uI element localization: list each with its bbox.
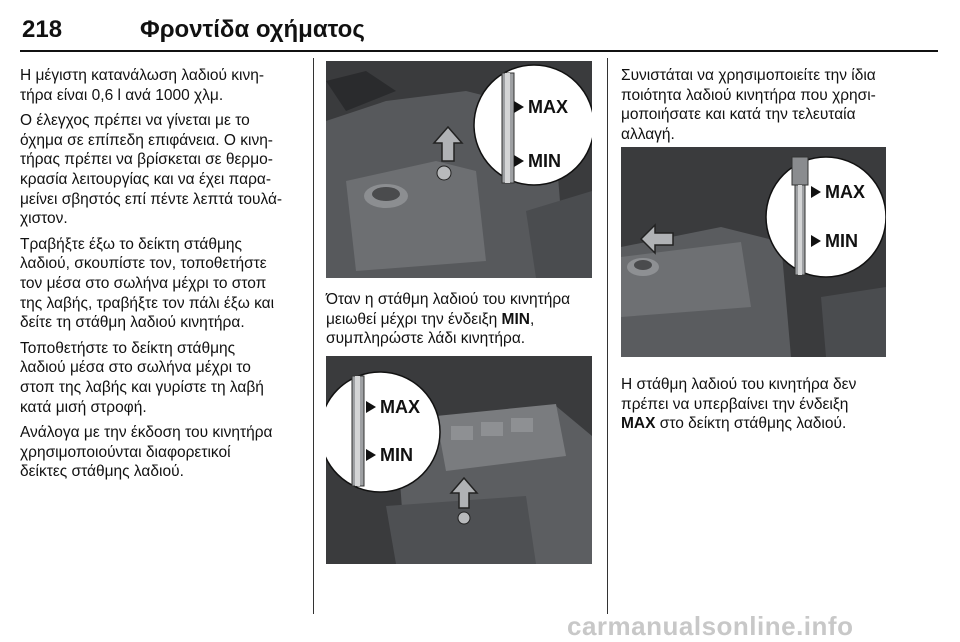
min-label-2: MIN [380, 445, 413, 465]
header-rule [20, 50, 938, 52]
caption-min-text: Όταν η στάθμη λαδιού του κινητήρα μειωθεί μέχρι την ένδειξη [326, 291, 571, 328]
caption-max-bold: MAX [621, 415, 656, 433]
column-divider-2 [607, 58, 608, 614]
paragraph-same-oil: Συνιστάται να χρησιμοποιείτε την ίδια ποιότητα λαδιού κινητήρα που χρησι- μοποιήσατε και κατά την τελευταία αλλαγή. [621, 67, 876, 143]
watermark-text: carmanualsonline.info [567, 611, 854, 641]
paragraph-oil-consumption: Η μέγιστη κατανάλωση λαδιού κινη- τήρα είναι 0,6 l ανά 1000 χλμ. [20, 67, 265, 104]
chapter-title: Φροντίδα οχήματος [140, 16, 365, 43]
caption-max-end: στο δείκτη στάθμης λαδιού. [655, 415, 847, 433]
caption-min-bold: MIN [501, 310, 530, 328]
dipstick-magnifier-2 [326, 372, 440, 492]
paragraph-engine-versions: Ανάλογα με την έκδοση του κινητήρα χρησιμοποιούνται διαφορετικοί δείκτες στάθμης λαδιού. [20, 424, 273, 481]
caption-min [326, 290, 596, 355]
column-divider-1 [313, 58, 314, 614]
engine-drawing-1 [326, 61, 592, 278]
paragraph-pull-dipstick: Τραβήξτε έξω το δείκτη στάθμης λαδιού, σκουπίστε τον, τοποθετήστε τον μέσα στο σωλήνα μέχρι το στοπ της λαβής, τραβήξτε τον πάλι έξω και δείτε τη στάθμη λαδιού κινητήρα. [20, 235, 275, 332]
min-label: MIN [528, 151, 561, 171]
caption-min-end: , συμπληρώστε λάδι κινητήρα. [326, 310, 535, 348]
paragraph-check-conditions: Ο έλεγχος πρέπει να γίνεται με το όχημα σε επίπεδη επιφάνεια. Ο κινη- τήρας πρέπει να βρίσκεται σε θερμο- κρασία λειτουργίας και να έχει παρα- μείνει σβηστός επί πέντε λεπτά τουλά- χιστον. [20, 112, 283, 228]
engine-illustration-2 [326, 356, 592, 564]
paragraph-insert-dipstick: Τοποθετήστε το δείκτη στάθμης λαδιού μέσα στο σωλήνα μέχρι το στοπ της λαβής και γυρίστε τη λαβή κατά μισή στροφή. [20, 339, 264, 416]
max-label-2: MAX [380, 397, 420, 417]
engine-drawing-2 [326, 356, 592, 564]
dipstick-magnifier-3 [766, 157, 886, 277]
caption-max-text: Η στάθμη λαδιού του κινητήρα δεν πρέπει να υπερβαίνει την ένδειξη [621, 376, 857, 413]
page-number: 218 [22, 16, 63, 43]
engine-illustration-1 [326, 61, 592, 278]
column-1 [20, 66, 305, 488]
max-label: MAX [528, 97, 568, 117]
caption-max [621, 375, 921, 440]
engine-drawing-3 [621, 147, 886, 357]
min-label-3: MIN [825, 231, 858, 251]
column-3-intro [621, 66, 921, 150]
page-header [20, 0, 938, 52]
max-label-3: MAX [825, 182, 865, 202]
engine-illustration-3 [621, 147, 886, 357]
